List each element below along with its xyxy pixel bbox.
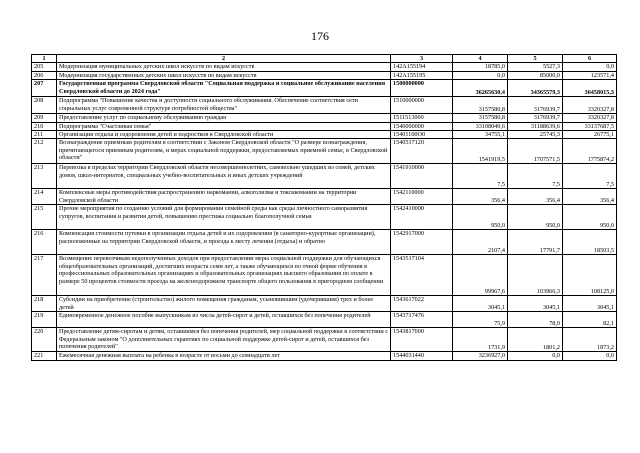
row-name-cell: Модернизация муниципальных детских школ искусств по видам искусств [57, 63, 391, 71]
table-header-row [32, 55, 617, 63]
row-value-4-cell: 75,9 [453, 312, 508, 328]
row-value-6-cell: 0,0 [563, 63, 617, 71]
row-value-5-cell: 3176939,7 [508, 114, 563, 122]
row-value-6-cell: 123571,4 [563, 71, 617, 79]
row-value-5-cell: 31188639,6 [508, 122, 563, 130]
row-name-cell: Предоставление услуг по социальному обслуживанию граждан [57, 114, 391, 122]
row-value-5-cell: 34365579,3 [508, 80, 563, 97]
row-value-4-cell: 3157580,8 [453, 114, 508, 122]
row-number-cell: 210 [32, 122, 57, 130]
table-row [32, 122, 617, 130]
table-row [32, 114, 617, 122]
row-name-cell: Прочие мероприятия по созданию условий для формирования семейной среды как среды личностного саморазвития супругов, воспитания и развития детей, повышению престижа социально благополучной семьи [57, 205, 391, 230]
row-value-4-cell: 33108049,6 [453, 122, 508, 130]
row-name-cell: Организация отдыха и оздоровления детей и подростков в Свердловской области [57, 131, 391, 139]
row-value-5-cell: 0,0 [508, 352, 563, 360]
table-row [32, 328, 617, 352]
row-code-cell: 142A155195 [391, 71, 453, 79]
row-name-cell: Субсидии на приобретение (строительство) жилого помещения гражданам, усыновившим (удочерившим) трех и более детей [57, 296, 391, 312]
row-value-4-cell: 36265630,4 [453, 80, 508, 97]
row-value-5-cell: 1801,2 [508, 328, 563, 352]
row-value-4-cell: 356,4 [453, 189, 508, 205]
header-cell: 2 [57, 55, 391, 63]
row-name-cell: Подпрограмма "Счастливая семья" [57, 122, 391, 130]
row-code-cell: 142A155194 [391, 63, 453, 71]
row-value-5-cell: 7,5 [508, 164, 563, 189]
row-name-cell: Компенсация стоимости путевки в организации отдыха детей и их оздоровления (в санаторно-курортные организации), расположенные на территории Свердловской области, и проезда к месту лечения (отдыха) и обратно [57, 230, 391, 255]
row-number-cell: 207 [32, 80, 57, 97]
row-value-6-cell: 356,4 [563, 189, 617, 205]
row-value-6-cell: 82,1 [563, 312, 617, 328]
row-code-cell: 1510000000 [391, 97, 453, 114]
table-row [32, 71, 617, 79]
row-value-6-cell: 0,0 [563, 352, 617, 360]
row-value-5-cell: 85000,0 [508, 71, 563, 79]
row-value-6-cell: 3045,1 [563, 296, 617, 312]
table-row [32, 296, 617, 312]
row-value-6-cell: 3320327,8 [563, 97, 617, 114]
table-row [32, 139, 617, 164]
row-value-4-cell: 3045,1 [453, 296, 508, 312]
row-value-6-cell: 3320327,8 [563, 114, 617, 122]
row-number-cell: 205 [32, 63, 57, 71]
table-row [32, 189, 617, 205]
header-cell: 6 [563, 55, 617, 63]
row-code-cell: 1540000000 [391, 122, 453, 130]
row-code-cell: 1543817000 [391, 328, 453, 352]
row-number-cell: 217 [32, 255, 57, 296]
table-row [32, 131, 617, 139]
row-value-5-cell: 78,9 [508, 312, 563, 328]
row-number-cell: 219 [32, 312, 57, 328]
row-code-cell: 15401100О0 [391, 131, 453, 139]
row-number-cell: 221 [32, 352, 57, 360]
row-name-cell: Государственная программа Свердловской области "Социальная поддержка и социальное обслуживание населения Свердловской области до 2024 года" [57, 80, 391, 97]
row-value-4-cell: 18785,0 [453, 63, 508, 71]
row-name-cell: Подпрограмма "Повышение качества и доступности социального обслуживания. Обеспечение соответствия сети социальных услуг современной структуре потребностей общества" [57, 97, 391, 114]
row-code-cell: 1543617022 [391, 296, 453, 312]
row-value-6-cell: 18503,5 [563, 230, 617, 255]
row-name-cell: Предоставление детям-сиротам и детям, оставшимся без попечения родителей, мер социальной поддержки в соответствии с Федеральным законом "О дополнительных гарантиях по социальной поддержке детей-сирот и детей, оставшихся без попечения родителей" [57, 328, 391, 352]
row-code-cell: 1542917000 [391, 230, 453, 255]
header-cell: 3 [391, 55, 453, 63]
row-name-cell: Единовременное денежное пособие выпускникам из числа детей-сирот и детей, оставшихся без попечения родителей [57, 312, 391, 328]
row-value-4-cell: 3157580,8 [453, 97, 508, 114]
row-value-4-cell: 1731,9 [453, 328, 508, 352]
row-number-cell: 208 [32, 97, 57, 114]
table-row [32, 164, 617, 189]
row-code-cell: 1500000000 [391, 80, 453, 97]
row-value-6-cell: 26775,1 [563, 131, 617, 139]
row-value-4-cell: 0,0 [453, 71, 508, 79]
row-code-cell: 1542110000 [391, 189, 453, 205]
row-number-cell: 216 [32, 230, 57, 255]
row-value-5-cell: 356,4 [508, 189, 563, 205]
row-value-4-cell: 950,0 [453, 205, 508, 230]
row-number-cell: 213 [32, 164, 57, 189]
row-name-cell: Вознаграждение приемным родителям в соответствии с Законом Свердловской области "О размере вознаграждения, причитающегося приемным родителям, и мерах социальной поддержки, предоставляемых приемной семье, в Свердловской области" [57, 139, 391, 164]
row-code-cell: 1541910000 [391, 164, 453, 189]
row-code-cell: 1543717476 [391, 312, 453, 328]
row-value-6-cell: 7,5 [563, 164, 617, 189]
row-value-5-cell: 950,0 [508, 205, 563, 230]
row-value-4-cell: 99967,6 [453, 255, 508, 296]
row-name-cell: Ежемесячная денежная выплата на ребенка в возрасте от восьми до семнадцати лет [57, 352, 391, 360]
header-cell: 5 [508, 55, 563, 63]
row-number-cell: 218 [32, 296, 57, 312]
header-cell: 1 [32, 55, 57, 63]
row-value-4-cell: 7,5 [453, 164, 508, 189]
row-code-cell: 1544031440 [391, 352, 453, 360]
row-value-6-cell: 1775874,2 [563, 139, 617, 164]
row-value-5-cell: 3045,1 [508, 296, 563, 312]
row-value-5-cell: 1707571,5 [508, 139, 563, 164]
row-value-5-cell: 5527,3 [508, 63, 563, 71]
table-row [32, 80, 617, 97]
table-row [32, 63, 617, 71]
row-value-5-cell: 25745,3 [508, 131, 563, 139]
table-row [32, 312, 617, 328]
row-name-cell: Модернизация государственных детских школ искусств по видам искусств [57, 71, 391, 79]
row-number-cell: 215 [32, 205, 57, 230]
row-name-cell: Комплексные меры противодействия распространению наркомании, алкоголизма и токсикомании на территории Свердловской области [57, 189, 391, 205]
row-number-cell: 220 [32, 328, 57, 352]
row-name-cell: Возмещение перевозчикам недополученных доходов при предоставлении меры социальной поддержки для обучающихся общеобразовательных организаций, достигших возраста семи лет, а также обучающихся по очной форме обучения в профессиональных образовательных организациях и образовательных организациях высшего образования по оплате в размере 50 процентов стоимости проезда на железнодорожном транспорте общего пользования в пригородном сообщении [57, 255, 391, 296]
row-code-cell: 1543517104 [391, 255, 453, 296]
row-value-5-cell: 103966,3 [508, 255, 563, 296]
row-value-6-cell: 33137687,5 [563, 122, 617, 130]
row-name-cell: Перевозка в пределах территории Свердловской области несовершеннолетних, самовольно ушедших из семей, детских домов, школ-интернатов, специальных учебно-воспитательных и иных детских учреждений [57, 164, 391, 189]
row-value-6-cell: 950,0 [563, 205, 617, 230]
row-code-cell: 1542410000 [391, 205, 453, 230]
budget-table [31, 54, 617, 361]
row-number-cell: 212 [32, 139, 57, 164]
header-cell: 4 [453, 55, 508, 63]
row-value-6-cell: 1873,2 [563, 328, 617, 352]
row-value-4-cell: 1541919,5 [453, 139, 508, 164]
row-value-4-cell: 3236927,0 [453, 352, 508, 360]
table-row [32, 352, 617, 360]
row-number-cell: 209 [32, 114, 57, 122]
table-row [32, 230, 617, 255]
row-value-4-cell: 34755,1 [453, 131, 508, 139]
table-row [32, 97, 617, 114]
row-number-cell: 211 [32, 131, 57, 139]
row-value-5-cell: 17791,7 [508, 230, 563, 255]
table-row [32, 255, 617, 296]
row-value-5-cell: 3176939,7 [508, 97, 563, 114]
row-value-6-cell: 36458015,3 [563, 80, 617, 97]
row-code-cell: 1540517120 [391, 139, 453, 164]
row-number-cell: 206 [32, 71, 57, 79]
table-row [32, 205, 617, 230]
row-number-cell: 214 [32, 189, 57, 205]
row-value-6-cell: 108125,0 [563, 255, 617, 296]
row-value-4-cell: 2107,4 [453, 230, 508, 255]
row-code-cell: 1511513000 [391, 114, 453, 122]
page-number: 176 [311, 29, 329, 43]
